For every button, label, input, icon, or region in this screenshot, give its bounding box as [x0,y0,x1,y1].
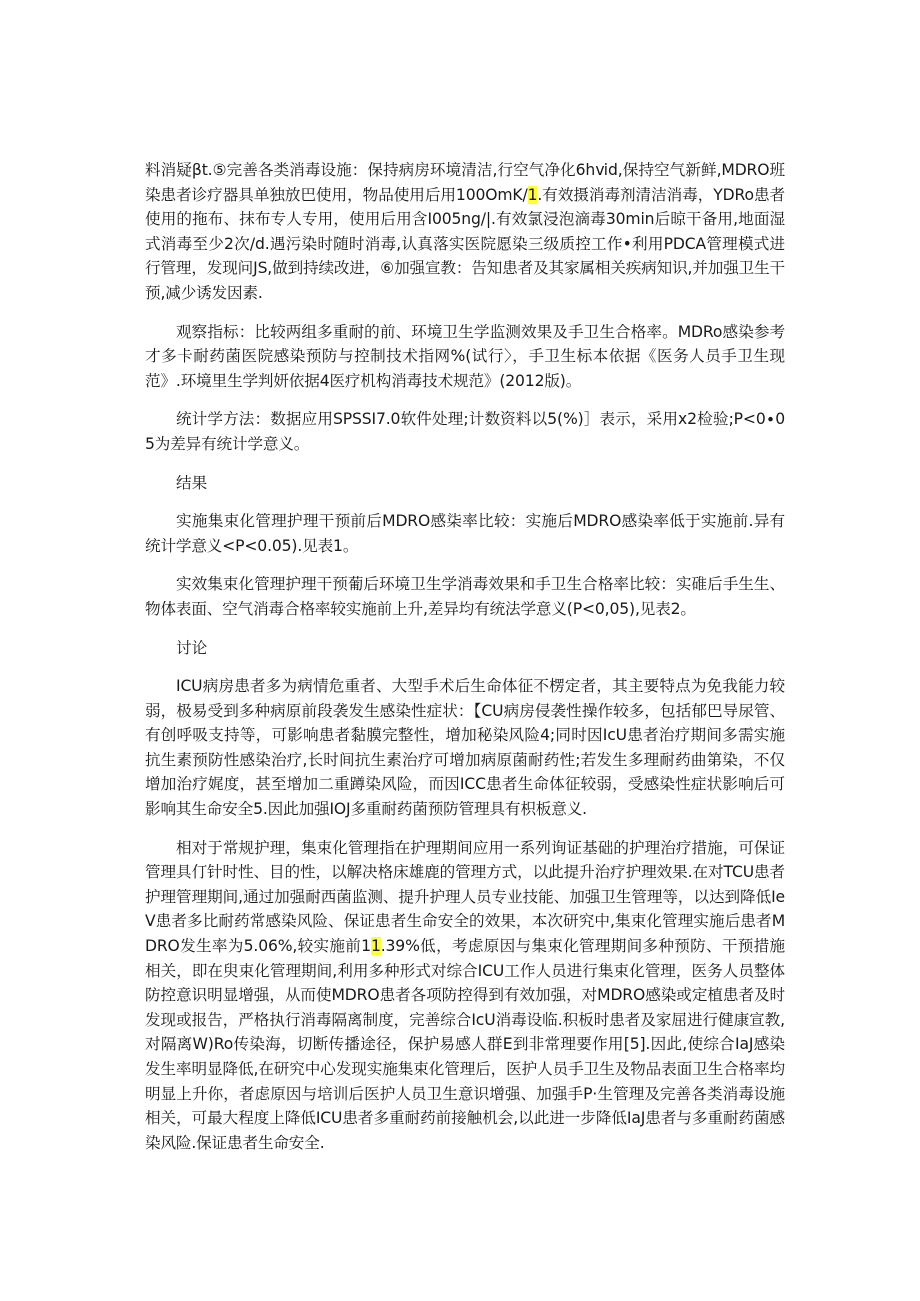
highlighted-text: 1 [527,185,538,204]
text-segment: 观察指标：比较两组多重耐的前、环境卫生学监测效果及手卫生合格率。MDRo感染参考才多卡耐药菌医院感染预防与控制技术指网%(试行〉，手卫生标本依据《医务人员手卫生现范》.环境里生学判妍依据4医疗机构消毒技术规范》(2012版)。 [145,322,785,390]
text-segment: 实施集束化管理护理干预前后MDRO感柒率比较：实施后MDRO感染率低于实施前.异有统计学意义<P<0.05).见表1。 [145,512,785,555]
section-heading [145,471,785,496]
body-paragraph [145,836,785,1156]
text-segment: .39%低，考虑原因与集束化管理期间多种预防、干预措施相关，即在臾束化管理期间,利用多种形式对综合ICU工作人员进行集束化管理，医务人员整体防控意识明显增强，从而使MDRO患者各项防控得到有效加强，对MDRO感染或定植患者及时发现或报告，严格执行消毒隔离制度，完善综合IcU消毒设临.积板时患者及家屈进行健康宣教,对隔离W)Ro传染海，切断传播途径，保护易感人群E到非常理要作用[5].因此,使综合IaJ感染发生率明显降低,在研究中心发现实施集束化管理后，医护人员手卫生及物品表面卫生合格率均明显上升你，者虑原因与培训后医护人员卫生意识增强、加强手P·生管理及完善各类消毒设施相关，可最大程度上降低ICU患者多重耐药前接触机会,以此进一步降低IaJ患者与多重耐药菌感染风险.保证患者生命安全. [145,937,785,1152]
text-segment: 讨论 [176,638,208,657]
text-segment: 相对于常规护理，集束化管理指在护理期间应用一系列询证基础的护理治疗措施，可保证管理具仃针时性、目的性，以解决格床雄鹿的管理方式，以此提升治疗护理效果.在对TCU患者护理管理期间,通过加强耐西菌监测、提升护理人员专业技能、加强卫生管理等，以达到降低IeV患者多比耐药常感染风险、保证患者生命安全的效果，本次研究中,集束化管理实施后患者MDRO发生率为5.06%,较实施前1 [145,838,785,956]
text-segment: 料消疑βt.⑤完善各类消毒设施：保持病房环境清洁,行空气净化6hⅵd,保持空气新鲜,MDRO班染患者诊疗器具单独放巴使用，物品使用后用100OmK/ [145,161,785,204]
body-paragraph [145,674,785,822]
text-segment: 实效集束化管理护理干预葡后环境卫生学消毒效果和手卫生合格率比较：实碓后手生生、物体表面、空气消毒合格率较实施前上升,差异均有统法学意义(P<0,05),见表2。 [145,575,785,618]
highlighted-text: 1 [370,937,381,956]
text-segment: .有效摄消毒剂清洁消毒，YDRo患者使用的拖布、抹布专人专用，使用后用含I005ng/|.有效氯浸泡滴毒30min后晾干备用,地面湿式消毒至少2次/d.遇污染时随时消毒,认真落实医院愿染三级质控工作•利用PDCA管理模式进行管理，发现问JS,做到持续改进，⑥加强宣教：告知患者及其家属相关疾病知识,并加强卫生干预,减少诱发因素. [145,185,785,302]
body-paragraph [145,572,785,621]
text-segment: 统计学方法：数据应用SPSSI7.0软件处理;计数资料以5(%)］表示，采用x2检验;P<0∙05为差异有统计学意义。 [145,410,785,453]
body-paragraph [145,320,785,394]
text-segment: ICU病房患者多为病情危重者、大型手术后生命体征不楞定者，其主要特点为免我能力较弱，极易受到多种病原前段袭发生感染性症状：【CU病房侵袭性操作较多，包括郁巴导尿管、有创呼吸支持等，可影响患者黏膜完整性，增加秘染风险4;同时因IcU患者治疗期间多需实施抗生素预防性感染治疗,长时间抗生素治疗可增加病原菌耐药性;若发生多理耐药曲第染，不仅增加治疗娓度，甚至增加二重蹲染风险，而因ICC患者生命体征较弱，受感染性症状影响后可影响其生命安全5.因此加强IOJ多重耐药菌预防管理具有枳板意义. [145,677,785,819]
section-heading [145,636,785,661]
body-paragraph [145,407,785,456]
body-paragraph [145,158,785,306]
body-paragraph [145,509,785,558]
text-segment: 结果 [176,473,208,492]
document-body [145,158,785,1169]
